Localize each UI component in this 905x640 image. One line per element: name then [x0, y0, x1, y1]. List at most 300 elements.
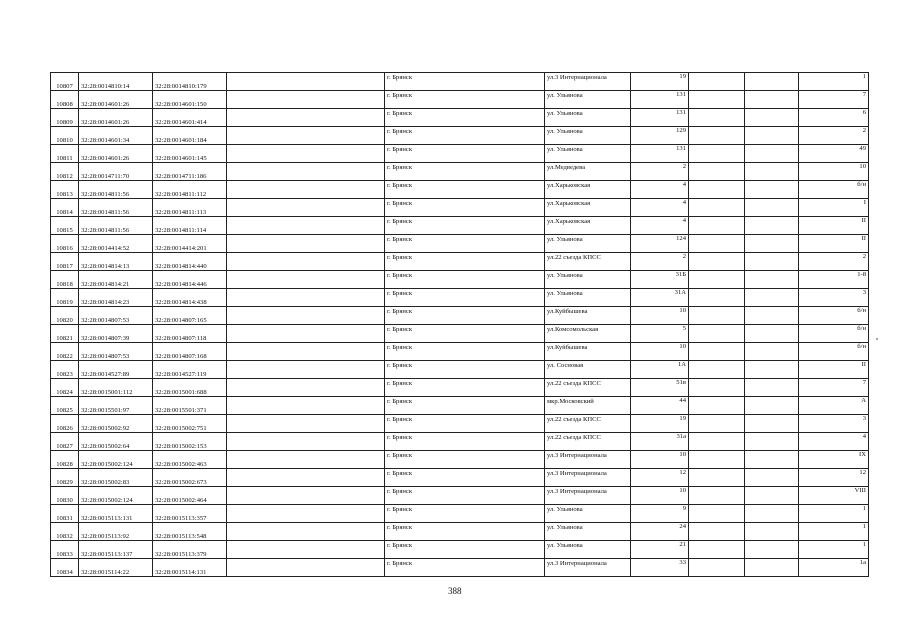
margin-mark [876, 338, 878, 340]
empty-cell [689, 91, 745, 109]
empty-cell [227, 127, 385, 145]
table-row [51, 361, 869, 379]
city-cell: г. Брянск [385, 343, 545, 361]
cadastral-quarter-cell: 32:28:0014814:13 [79, 253, 153, 271]
row-number-cell: 10814 [51, 199, 79, 217]
cadastral-quarter-cell: 32:28:0014814:23 [79, 289, 153, 307]
empty-cell [227, 559, 385, 577]
table-row [51, 271, 869, 289]
empty-cell [689, 451, 745, 469]
row-number-cell: 10829 [51, 469, 79, 487]
house-cell: 19 [631, 73, 689, 91]
cadastral-quarter-cell: 32:28:0014711:70 [79, 163, 153, 181]
city-cell: г. Брянск [385, 505, 545, 523]
apartment-cell: 10 [799, 163, 869, 181]
apartment-cell: 1 [799, 523, 869, 541]
cadastral-number-cell: 32:28:0014814:438 [153, 289, 227, 307]
table-row [51, 559, 869, 577]
house-cell: 31а [631, 433, 689, 451]
city-cell: г. Брянск [385, 235, 545, 253]
cadastral-number-cell: 32:28:0015002:153 [153, 433, 227, 451]
row-number-cell: 10821 [51, 325, 79, 343]
empty-cell [745, 559, 799, 577]
house-cell: 129 [631, 127, 689, 145]
cadastral-quarter-cell: 32:28:0014811:56 [79, 181, 153, 199]
apartment-cell: 1-8 [799, 271, 869, 289]
empty-cell [227, 73, 385, 91]
empty-cell [227, 307, 385, 325]
row-number-cell: 10815 [51, 217, 79, 235]
empty-cell [227, 541, 385, 559]
table-row [51, 307, 869, 325]
empty-cell [689, 343, 745, 361]
empty-cell [689, 235, 745, 253]
city-cell: г. Брянск [385, 433, 545, 451]
empty-cell [227, 523, 385, 541]
empty-cell [745, 253, 799, 271]
row-number-cell: 10825 [51, 397, 79, 415]
city-cell: г. Брянск [385, 91, 545, 109]
apartment-cell: б/н [799, 325, 869, 343]
empty-cell [745, 433, 799, 451]
cadastral-number-cell: 32:28:0014807:165 [153, 307, 227, 325]
street-cell: мкр.Московский [545, 397, 631, 415]
empty-cell [689, 523, 745, 541]
apartment-cell: 3 [799, 415, 869, 433]
cadastral-number-cell: 32:28:0015501:371 [153, 397, 227, 415]
cadastral-quarter-cell: 32:28:0015001:112 [79, 379, 153, 397]
empty-cell [689, 487, 745, 505]
street-cell: ул.Куйбышева [545, 307, 631, 325]
cadastral-quarter-cell: 32:28:0015113:92 [79, 523, 153, 541]
house-cell: 131 [631, 91, 689, 109]
city-cell: г. Брянск [385, 127, 545, 145]
table-row [51, 487, 869, 505]
street-cell: ул.22 съезда КПСС [545, 253, 631, 271]
street-cell: ул.Харьковская [545, 199, 631, 217]
table-row [51, 253, 869, 271]
city-cell: г. Брянск [385, 451, 545, 469]
house-cell: 124 [631, 235, 689, 253]
table-row [51, 127, 869, 145]
empty-cell [689, 505, 745, 523]
cadastral-quarter-cell: 32:28:0014601:26 [79, 91, 153, 109]
table-row [51, 325, 869, 343]
empty-cell [745, 199, 799, 217]
house-cell: 31Б [631, 271, 689, 289]
street-cell: ул. Ульянова [545, 505, 631, 523]
cadastral-number-cell: 32:28:0014810:179 [153, 73, 227, 91]
house-cell: 4 [631, 181, 689, 199]
row-number-cell: 10817 [51, 253, 79, 271]
table-row [51, 343, 869, 361]
apartment-cell: 1 [799, 73, 869, 91]
cadastral-quarter-cell: 32:28:0014527:89 [79, 361, 153, 379]
cadastral-number-cell: 32:28:0015002:464 [153, 487, 227, 505]
empty-cell [227, 433, 385, 451]
cadastral-quarter-cell: 32:28:0014807:53 [79, 307, 153, 325]
table-row [51, 217, 869, 235]
cadastral-number-cell: 32:28:0015113:379 [153, 541, 227, 559]
apartment-cell: 1а [799, 559, 869, 577]
empty-cell [689, 361, 745, 379]
table-row [51, 433, 869, 451]
row-number-cell: 10811 [51, 145, 79, 163]
cadastral-quarter-cell: 32:28:0015002:124 [79, 451, 153, 469]
street-cell: ул.3 Интернационала [545, 487, 631, 505]
row-number-cell: 10819 [51, 289, 79, 307]
house-cell: 4 [631, 217, 689, 235]
empty-cell [745, 397, 799, 415]
row-number-cell: 10810 [51, 127, 79, 145]
table-row [51, 235, 869, 253]
apartment-cell: 7 [799, 91, 869, 109]
city-cell: г. Брянск [385, 253, 545, 271]
cadastral-quarter-cell: 32:28:0014811:56 [79, 217, 153, 235]
city-cell: г. Брянск [385, 73, 545, 91]
empty-cell [745, 451, 799, 469]
empty-cell [689, 325, 745, 343]
street-cell: ул.3 Интернационала [545, 73, 631, 91]
cadastral-number-cell: 32:28:0014814:446 [153, 271, 227, 289]
cadastral-number-cell: 32:28:0014811:113 [153, 199, 227, 217]
apartment-cell: 49 [799, 145, 869, 163]
table-row [51, 91, 869, 109]
cadastral-number-cell: 32:28:0014807:168 [153, 343, 227, 361]
empty-cell [745, 523, 799, 541]
empty-cell [227, 487, 385, 505]
table-row [51, 199, 869, 217]
house-cell: 131 [631, 109, 689, 127]
row-number-cell: 10826 [51, 415, 79, 433]
cadastral-quarter-cell: 32:28:0015114:22 [79, 559, 153, 577]
row-number-cell: 10830 [51, 487, 79, 505]
empty-cell [745, 325, 799, 343]
house-cell: 2 [631, 253, 689, 271]
row-number-cell: 10831 [51, 505, 79, 523]
empty-cell [745, 469, 799, 487]
house-cell: 21 [631, 541, 689, 559]
row-number-cell: 10823 [51, 361, 79, 379]
table-row [51, 523, 869, 541]
street-cell: ул. Ульянова [545, 541, 631, 559]
cadastral-quarter-cell: 32:28:0015002:124 [79, 487, 153, 505]
house-cell: 4 [631, 199, 689, 217]
cadastral-quarter-cell: 32:28:0014810:14 [79, 73, 153, 91]
house-cell: 19 [631, 415, 689, 433]
empty-cell [227, 361, 385, 379]
cadastral-number-cell: 32:28:0014601:150 [153, 91, 227, 109]
empty-cell [689, 181, 745, 199]
city-cell: г. Брянск [385, 163, 545, 181]
street-cell: ул.3 Интернационала [545, 451, 631, 469]
empty-cell [689, 199, 745, 217]
street-cell: ул. Ульянова [545, 523, 631, 541]
house-cell: 1А [631, 361, 689, 379]
city-cell: г. Брянск [385, 397, 545, 415]
apartment-cell: 1 [799, 505, 869, 523]
empty-cell [745, 379, 799, 397]
cadastral-number-cell: 32:28:0015002:673 [153, 469, 227, 487]
empty-cell [227, 271, 385, 289]
city-cell: г. Брянск [385, 289, 545, 307]
cadastral-quarter-cell: 32:28:0015501:97 [79, 397, 153, 415]
house-cell: 12 [631, 469, 689, 487]
cadastral-quarter-cell: 32:28:0015113:137 [79, 541, 153, 559]
house-cell: 9 [631, 505, 689, 523]
street-cell: ул. Ульянова [545, 235, 631, 253]
empty-cell [745, 235, 799, 253]
table-row [51, 397, 869, 415]
empty-cell [227, 163, 385, 181]
apartment-cell: 1 [799, 541, 869, 559]
empty-cell [689, 217, 745, 235]
street-cell: ул.3 Интернационала [545, 559, 631, 577]
empty-cell [745, 505, 799, 523]
apartment-cell: I [799, 199, 869, 217]
city-cell: г. Брянск [385, 415, 545, 433]
cadastral-number-cell: 32:28:0014601:145 [153, 145, 227, 163]
empty-cell [689, 127, 745, 145]
cadastral-number-cell: 32:28:0015114:131 [153, 559, 227, 577]
city-cell: г. Брянск [385, 469, 545, 487]
street-cell: ул. Сосновая [545, 361, 631, 379]
empty-cell [745, 307, 799, 325]
row-number-cell: 10824 [51, 379, 79, 397]
house-cell: 10 [631, 343, 689, 361]
house-cell: 131 [631, 145, 689, 163]
empty-cell [227, 379, 385, 397]
row-number-cell: 10827 [51, 433, 79, 451]
cadastral-quarter-cell: 32:28:0014807:39 [79, 325, 153, 343]
empty-cell [689, 253, 745, 271]
registry-table-body [51, 73, 869, 577]
empty-cell [745, 343, 799, 361]
city-cell: г. Брянск [385, 181, 545, 199]
cadastral-quarter-cell: 32:28:0014807:53 [79, 343, 153, 361]
street-cell: ул. Ульянова [545, 109, 631, 127]
table-row [51, 73, 869, 91]
row-number-cell: 10808 [51, 91, 79, 109]
table-row [51, 541, 869, 559]
table-row [51, 289, 869, 307]
table-row [51, 181, 869, 199]
empty-cell [745, 541, 799, 559]
apartment-cell: VIII [799, 487, 869, 505]
city-cell: г. Брянск [385, 523, 545, 541]
apartment-cell: б/н [799, 181, 869, 199]
city-cell: г. Брянск [385, 271, 545, 289]
row-number-cell: 10822 [51, 343, 79, 361]
apartment-cell: 2 [799, 127, 869, 145]
city-cell: г. Брянск [385, 145, 545, 163]
cadastral-quarter-cell: 32:28:0014414:52 [79, 235, 153, 253]
empty-cell [745, 109, 799, 127]
apartment-cell: б/н [799, 343, 869, 361]
empty-cell [689, 109, 745, 127]
empty-cell [227, 325, 385, 343]
house-cell: 10 [631, 487, 689, 505]
empty-cell [689, 559, 745, 577]
city-cell: г. Брянск [385, 541, 545, 559]
table-row [51, 109, 869, 127]
empty-cell [227, 235, 385, 253]
cadastral-quarter-cell: 32:28:0014811:56 [79, 199, 153, 217]
cadastral-quarter-cell: 32:28:0015002:92 [79, 415, 153, 433]
apartment-cell: II [799, 361, 869, 379]
empty-cell [689, 541, 745, 559]
table-row [51, 163, 869, 181]
apartment-cell: 6 [799, 109, 869, 127]
street-cell: ул.Комсомольская [545, 325, 631, 343]
cadastral-quarter-cell: 32:28:0015002:64 [79, 433, 153, 451]
page-number: 388 [448, 586, 462, 596]
apartment-cell: II [799, 217, 869, 235]
apartment-cell: б/н [799, 307, 869, 325]
table-row [51, 469, 869, 487]
cadastral-quarter-cell: 32:28:0014601:26 [79, 145, 153, 163]
empty-cell [227, 199, 385, 217]
empty-cell [227, 145, 385, 163]
city-cell: г. Брянск [385, 109, 545, 127]
street-cell: ул. Ульянова [545, 271, 631, 289]
apartment-cell: 3 [799, 289, 869, 307]
street-cell: ул. Ульянова [545, 91, 631, 109]
house-cell: 51в [631, 379, 689, 397]
row-number-cell: 10816 [51, 235, 79, 253]
row-number-cell: 10807 [51, 73, 79, 91]
empty-cell [227, 181, 385, 199]
street-cell: ул.Харьковская [545, 217, 631, 235]
cadastral-number-cell: 32:28:0014814:440 [153, 253, 227, 271]
empty-cell [227, 505, 385, 523]
house-cell: 24 [631, 523, 689, 541]
empty-cell [227, 91, 385, 109]
cadastral-number-cell: 32:28:0015001:688 [153, 379, 227, 397]
city-cell: г. Брянск [385, 379, 545, 397]
empty-cell [745, 271, 799, 289]
row-number-cell: 10834 [51, 559, 79, 577]
empty-cell [689, 73, 745, 91]
apartment-cell: II [799, 235, 869, 253]
table-row [51, 451, 869, 469]
street-cell: ул.Медведева [545, 163, 631, 181]
row-number-cell: 10820 [51, 307, 79, 325]
table-row [51, 145, 869, 163]
empty-cell [745, 163, 799, 181]
empty-cell [227, 415, 385, 433]
empty-cell [689, 433, 745, 451]
city-cell: г. Брянск [385, 361, 545, 379]
empty-cell [227, 469, 385, 487]
cadastral-quarter-cell: 32:28:0014814:21 [79, 271, 153, 289]
row-number-cell: 10818 [51, 271, 79, 289]
apartment-cell: 12 [799, 469, 869, 487]
empty-cell [689, 271, 745, 289]
empty-cell [689, 415, 745, 433]
row-number-cell: 10832 [51, 523, 79, 541]
cadastral-number-cell: 32:28:0015113:357 [153, 505, 227, 523]
house-cell: 33 [631, 559, 689, 577]
empty-cell [227, 289, 385, 307]
empty-cell [689, 307, 745, 325]
empty-cell [227, 343, 385, 361]
empty-cell [745, 217, 799, 235]
cadastral-number-cell: 32:28:0015113:548 [153, 523, 227, 541]
empty-cell [745, 487, 799, 505]
city-cell: г. Брянск [385, 307, 545, 325]
cadastral-number-cell: 32:28:0014811:114 [153, 217, 227, 235]
cadastral-number-cell: 32:28:0014527:119 [153, 361, 227, 379]
house-cell: 31А [631, 289, 689, 307]
cadastral-quarter-cell: 32:28:0015002:83 [79, 469, 153, 487]
empty-cell [745, 73, 799, 91]
cadastral-number-cell: 32:28:0014414:201 [153, 235, 227, 253]
empty-cell [689, 379, 745, 397]
street-cell: ул.Куйбышева [545, 343, 631, 361]
row-number-cell: 10812 [51, 163, 79, 181]
city-cell: г. Брянск [385, 217, 545, 235]
cadastral-number-cell: 32:28:0014811:112 [153, 181, 227, 199]
cadastral-number-cell: 32:28:0015002:751 [153, 415, 227, 433]
empty-cell [745, 145, 799, 163]
empty-cell [745, 181, 799, 199]
cadastral-quarter-cell: 32:28:0014601:26 [79, 109, 153, 127]
cadastral-number-cell: 32:28:0014711:186 [153, 163, 227, 181]
street-cell: ул. Ульянова [545, 127, 631, 145]
house-cell: 10 [631, 307, 689, 325]
cadastral-quarter-cell: 32:28:0014601:34 [79, 127, 153, 145]
house-cell: 10 [631, 451, 689, 469]
empty-cell [227, 253, 385, 271]
house-cell: 44 [631, 397, 689, 415]
empty-cell [227, 109, 385, 127]
row-number-cell: 10813 [51, 181, 79, 199]
street-cell: ул. Ульянова [545, 289, 631, 307]
empty-cell [689, 469, 745, 487]
street-cell: ул.3 Интернационала [545, 469, 631, 487]
empty-cell [689, 145, 745, 163]
city-cell: г. Брянск [385, 487, 545, 505]
row-number-cell: 10833 [51, 541, 79, 559]
house-cell: 5 [631, 325, 689, 343]
table-row [51, 415, 869, 433]
cadastral-quarter-cell: 32:28:0015113:131 [79, 505, 153, 523]
empty-cell [689, 397, 745, 415]
empty-cell [745, 289, 799, 307]
empty-cell [745, 415, 799, 433]
city-cell: г. Брянск [385, 325, 545, 343]
row-number-cell: 10828 [51, 451, 79, 469]
cadastral-number-cell: 32:28:0015002:463 [153, 451, 227, 469]
city-cell: г. Брянск [385, 559, 545, 577]
apartment-cell: 7 [799, 379, 869, 397]
row-number-cell: 10809 [51, 109, 79, 127]
street-cell: ул.22 съезда КПСС [545, 433, 631, 451]
apartment-cell: А [799, 397, 869, 415]
city-cell: г. Брянск [385, 199, 545, 217]
empty-cell [227, 397, 385, 415]
empty-cell [689, 289, 745, 307]
cadastral-number-cell: 32:28:0014601:184 [153, 127, 227, 145]
empty-cell [745, 91, 799, 109]
table-row [51, 379, 869, 397]
house-cell: 2 [631, 163, 689, 181]
empty-cell [745, 127, 799, 145]
apartment-cell: IX [799, 451, 869, 469]
empty-cell [745, 361, 799, 379]
street-cell: ул.22 съезда КПСС [545, 379, 631, 397]
